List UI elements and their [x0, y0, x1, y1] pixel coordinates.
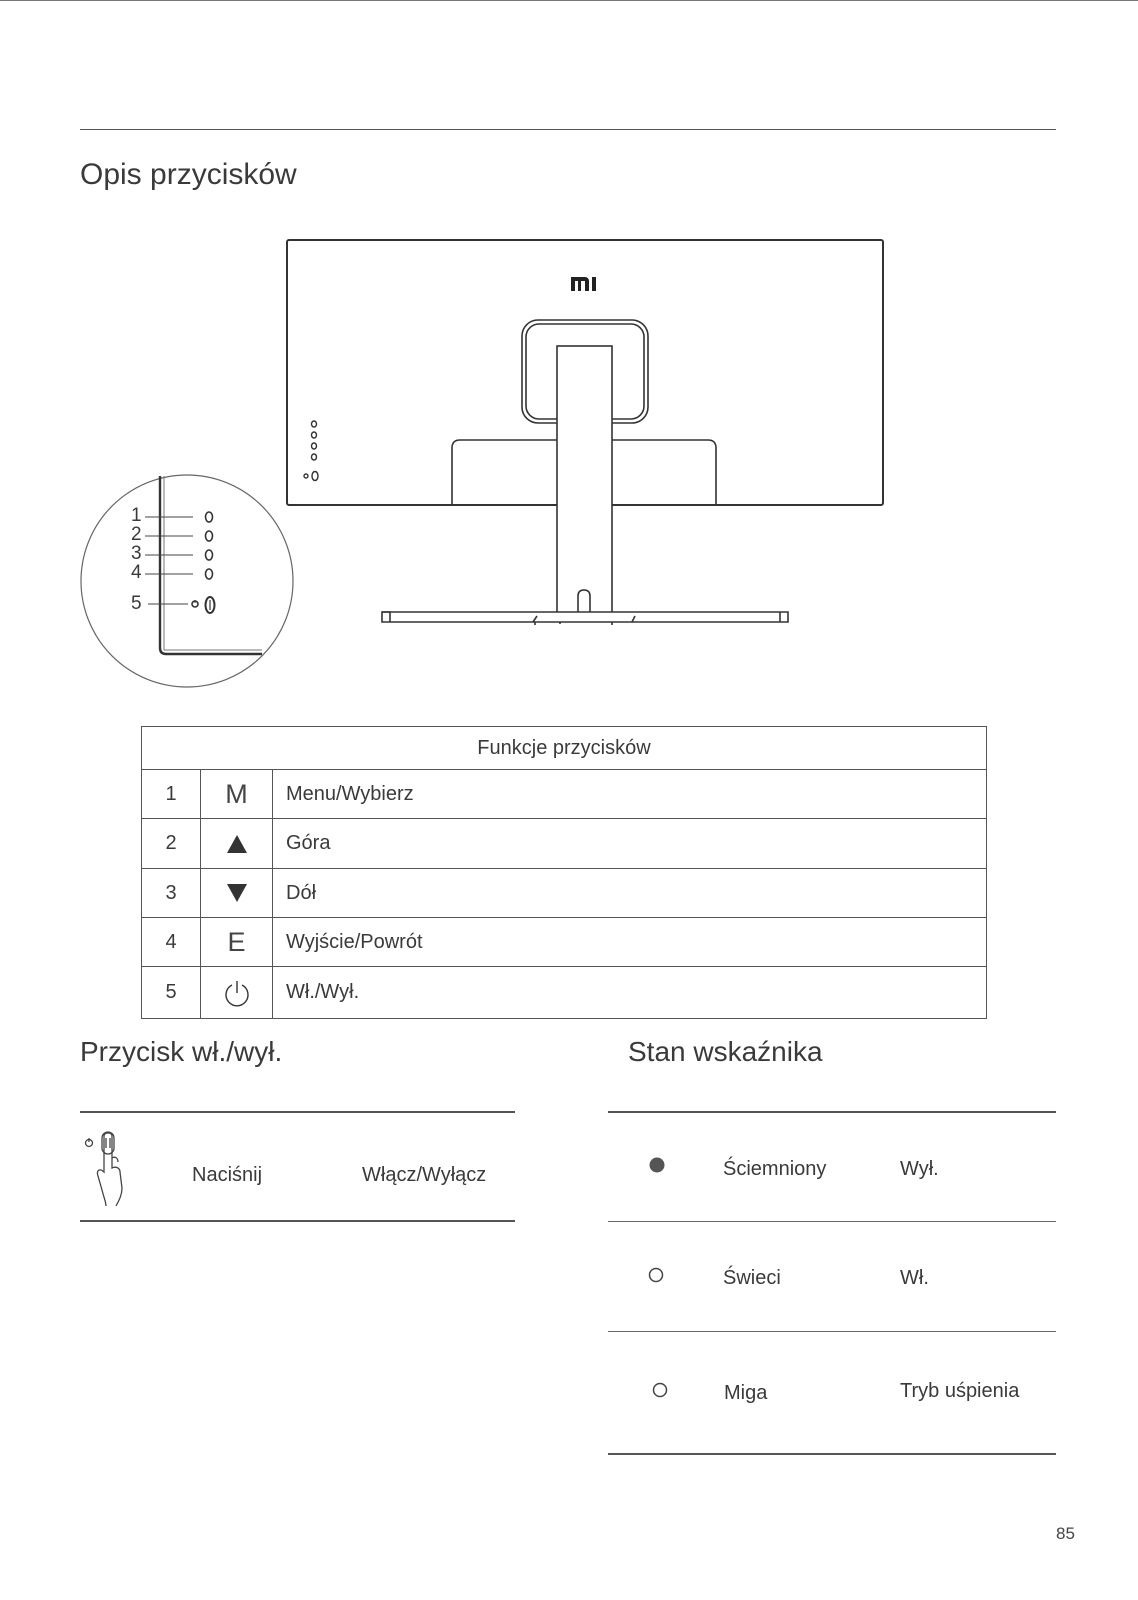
triangle-down-icon: [226, 883, 248, 903]
indicator-meaning: Wł.: [900, 1267, 929, 1289]
indicator-row-lit: [608, 1222, 1056, 1330]
table-header: Funkcje przycisków: [142, 727, 987, 770]
table-row: [142, 869, 987, 918]
mi-logo: [571, 277, 596, 291]
callout-number-2: 2: [131, 524, 142, 545]
power-section-bottom-rule: [80, 1220, 515, 1222]
indicator-row-blinking: [608, 1332, 1056, 1440]
callout-number-5: 5: [131, 593, 142, 614]
indicator-state: Miga: [724, 1382, 768, 1404]
button-callout-zoom: [81, 475, 293, 687]
row-number: 1: [142, 770, 201, 819]
indicator-state: Świeci: [723, 1267, 781, 1289]
indicator-meaning: Wył.: [900, 1158, 939, 1180]
indicator-state: Ściemniony: [723, 1158, 827, 1180]
power-section-title: Przycisk wł./wył.: [80, 1036, 283, 1067]
indicator-meaning: Tryb uśpienia: [900, 1380, 1020, 1402]
row-description: Dół: [273, 869, 987, 918]
row-description: Góra: [273, 819, 987, 869]
button-functions-table: [141, 726, 987, 1019]
row-number: 4: [142, 918, 201, 967]
indicator-row-dimmed: [608, 1113, 1056, 1221]
table-row: [142, 819, 987, 869]
hollow-dot-icon: [648, 1267, 664, 1283]
row-description: Wyjście/Powrót: [273, 918, 987, 967]
power-section-top-rule: [80, 1111, 515, 1113]
finger-press-icon: [82, 1128, 130, 1208]
letter-e-symbol: E: [227, 926, 246, 957]
hollow-dot-icon: [652, 1382, 668, 1398]
monitor-rear-illustration: [0, 0, 1138, 700]
callout-number-4: 4: [131, 562, 142, 583]
row-description: Wł./Wył.: [273, 967, 987, 1019]
table-row: [142, 770, 987, 819]
callout-number-3: 3: [131, 543, 142, 564]
row-number: 3: [142, 869, 201, 918]
indicator-section-bottom-rule: [608, 1453, 1056, 1455]
page-title: Opis przycisków: [80, 158, 297, 191]
filled-dot-icon: [649, 1157, 665, 1173]
row-number: 2: [142, 819, 201, 869]
table-row: [142, 967, 987, 1019]
indicator-section-title: Stan wskaźnika: [628, 1036, 823, 1067]
power-icon: [223, 979, 251, 1007]
page-number: 85: [1056, 1524, 1075, 1543]
callout-number-1: 1: [131, 505, 142, 526]
power-result: Włącz/Wyłącz: [362, 1164, 487, 1186]
table-row: [142, 918, 987, 967]
letter-m-symbol: M: [225, 778, 248, 809]
power-action: Naciśnij: [192, 1164, 263, 1186]
triangle-up-icon: [226, 834, 248, 854]
row-description: Menu/Wybierz: [273, 770, 987, 819]
row-number: 5: [142, 967, 201, 1019]
